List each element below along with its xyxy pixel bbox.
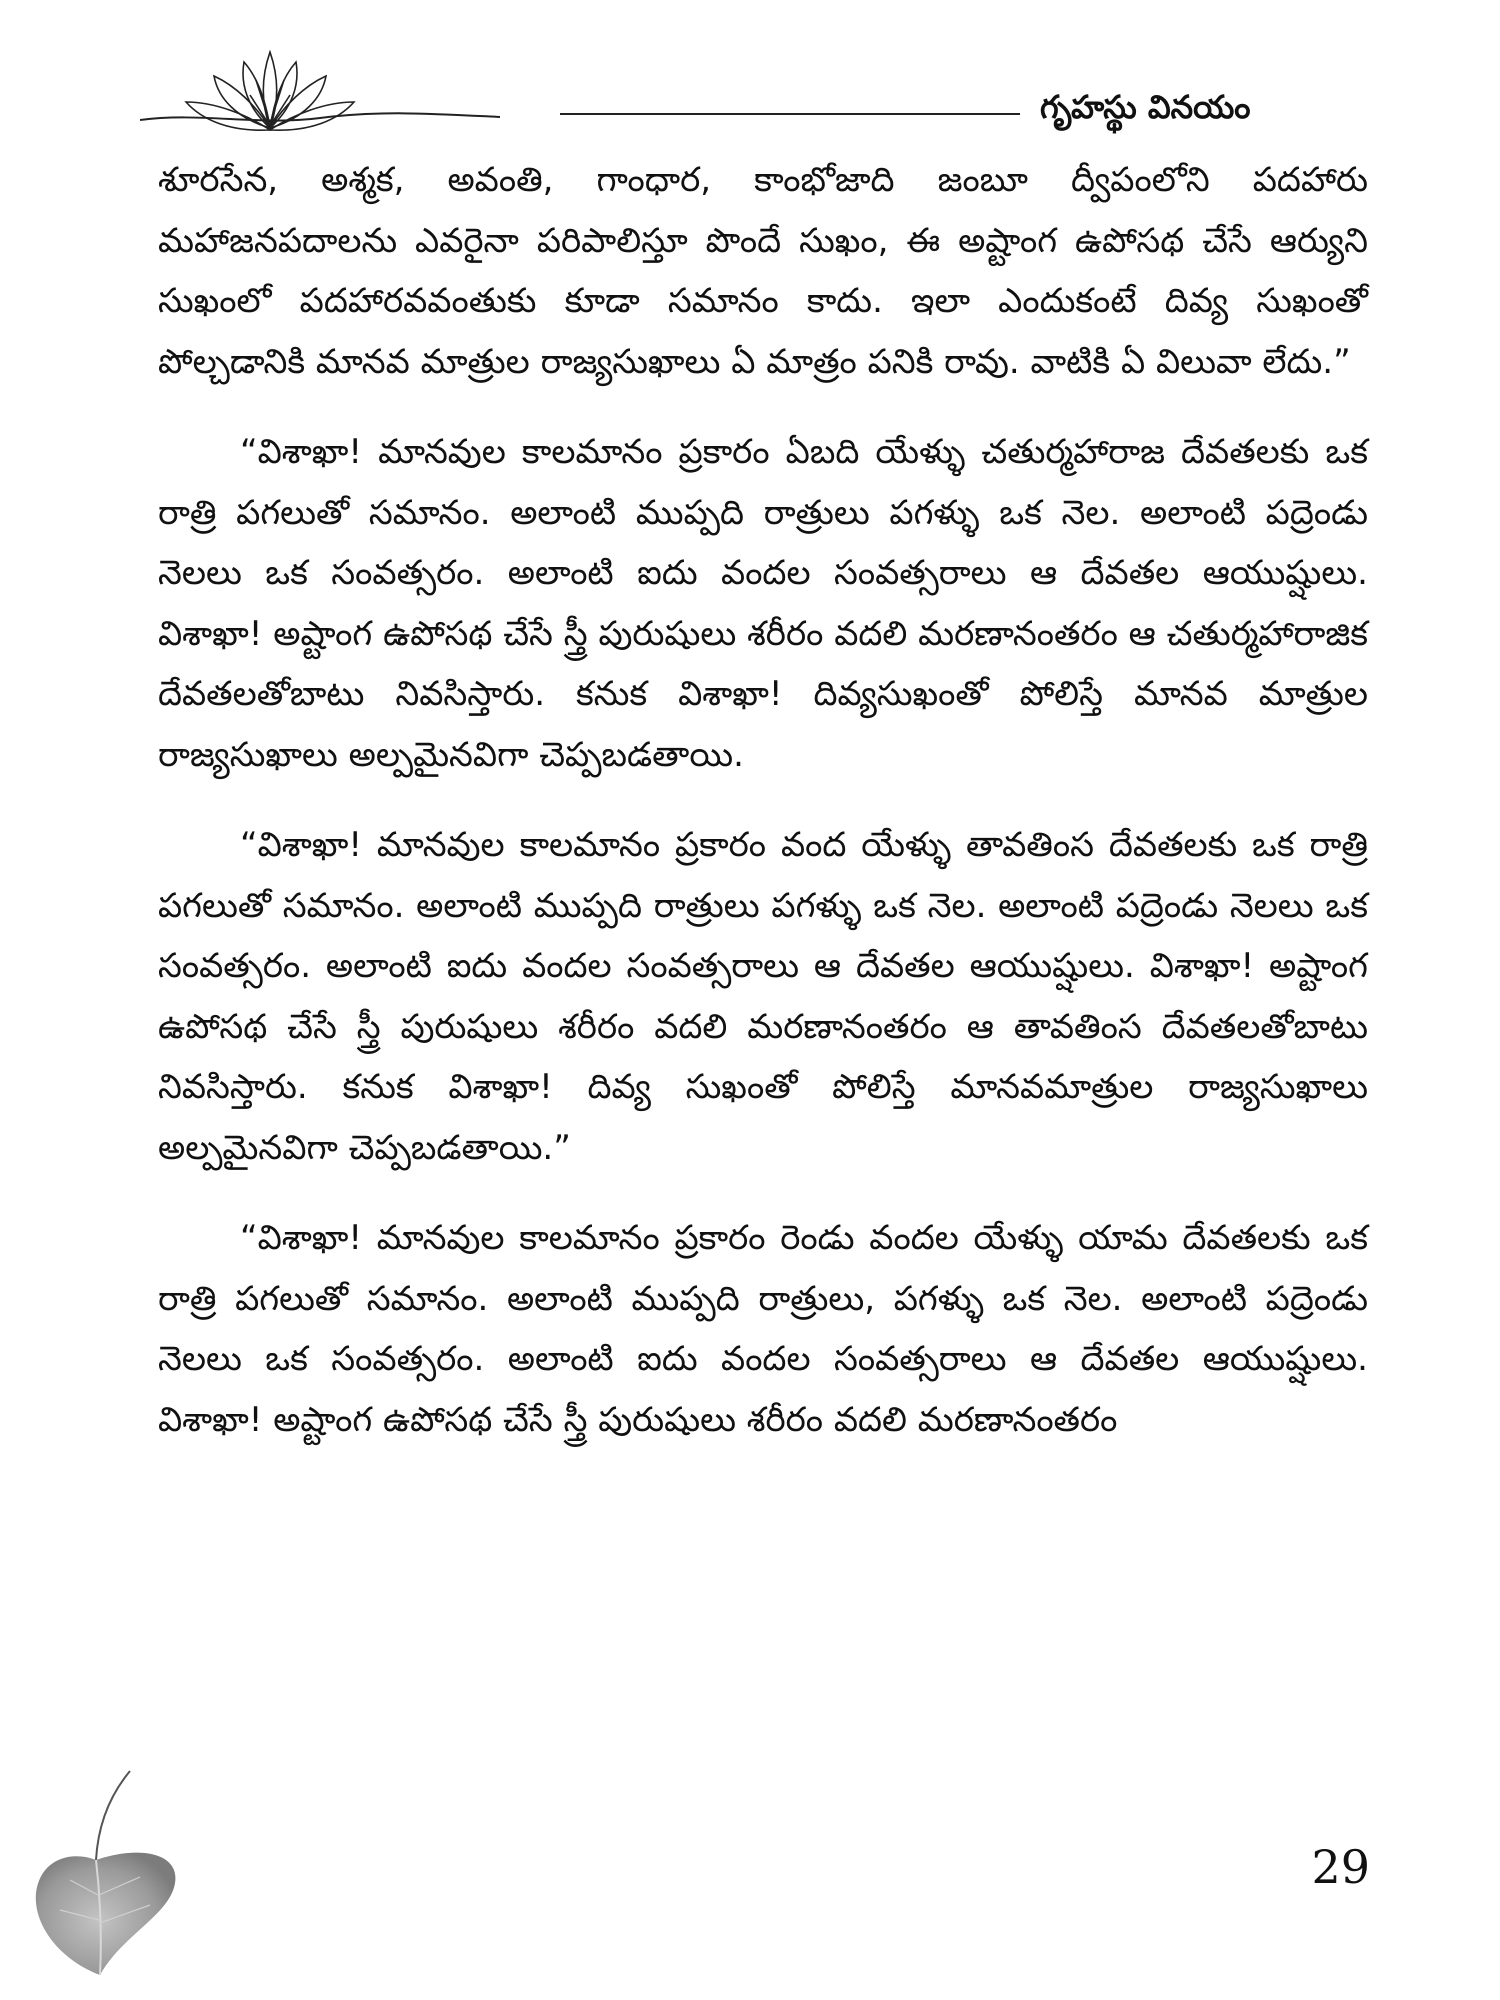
paragraph: “విశాఖా! మానవుల కాలమానం ప్రకారం ఏబది యేళ్ళు చతుర్మహారాజ దేవతలకు ఒక రాత్రి పగలుతో సమానం. అలాంటి ముప్పది రాత్రులు పగళ్ళు ఒక నెల. అలాంటి పద్రెండు నెలలు ఒక సంవత్సరం. అలాంటి ఐదు వందల సంవత్సరాలు ఆ దేవతల ఆయుష్షులు. విశాఖా! అష్టాంగ ఉపోసథ చేసే స్త్రీ పురుషులు శరీరం వదలి మరణానంతరం ఆ చతుర్మహారాజిక దేవతలతోబాటు నివసిస్తారు. కనుక విశాఖా! దివ్యసుఖంతో పోలిస్తే మానవ మాత్రుల రాజ్యసుఖాలు అల్పమైనవిగా చెప్పబడతాయి. <box>158 432 1368 775</box>
paragraph: “విశాఖా! మానవుల కాలమానం ప్రకారం వంద యేళ్ళు తావతింస దేవతలకు ఒక రాత్రి పగలుతో సమానం. అలాంటి ముప్పది రాత్రులు పగళ్ళు ఒక నెల. అలాంటి పద్రెండు నెలలు ఒక సంవత్సరం. అలాంటి ఐదు వందల సంవత్సరాలు ఆ దేవతల ఆయుష్షులు. విశాఖా! అష్టాంగ ఉపోసథ చేసే స్త్రీ పురుషులు శరీరం వదలి మరణానంతరం ఆ తావతింస దేవతలతోబాటు నివసిస్తారు. కనుక విశాఖా! దివ్య సుఖంతో పోలిస్తే మానవమాత్రుల రాజ్యసుఖాలు అల్పమైనవిగా చెప్పబడతాయి.” <box>158 825 1368 1168</box>
paragraph: “విశాఖా! మానవుల కాలమానం ప్రకారం రెండు వందల యేళ్ళు యామ దేవతలకు ఒక రాత్రి పగలుతో సమానం. అలాంటి ముప్పది రాత్రులు, పగళ్ళు ఒక నెల. అలాంటి పద్రెండు నెలలు ఒక సంవత్సరం. అలాంటి ఐదు వందల సంవత్సరాలు ఆ దేవతల ఆయుష్షులు. విశాఖా! అష్టాంగ ఉపోసథ చేసే స్త్రీ పురుషులు శరీరం వదలి మరణానంతరం <box>158 1218 1368 1440</box>
page-number: 29 <box>1311 1840 1370 1894</box>
running-header-title: గృహస్థు వినయం <box>1040 88 1251 126</box>
body-text <box>158 150 1368 1450</box>
lotus-ornament-icon <box>150 40 390 150</box>
header-rule <box>560 113 1020 115</box>
header-swash-rule <box>140 108 500 128</box>
leaf-ornament-icon <box>30 1765 180 1980</box>
running-header <box>0 0 1500 160</box>
paragraph: శూరసేన, అశ్మక, అవంతి, గాంధార, కాంభోజాది జంబూ ద్వీపంలోని పదహారు మహాజనపదాలను ఎవరైనా పరిపాలిస్తూ పొందే సుఖం, ఈ అష్టాంగ ఉపోసథ చేసే ఆర్యుని సుఖంలో పదహారవవంతుకు కూడా సమానం కాదు. ఇలా ఎందుకంటే దివ్య సుఖంతో పోల్చడానికి మానవ మాత్రుల రాజ్యసుఖాలు ఏ మాత్రం పనికి రావు. వాటికి ఏ విలువా లేదు.” <box>158 160 1368 382</box>
